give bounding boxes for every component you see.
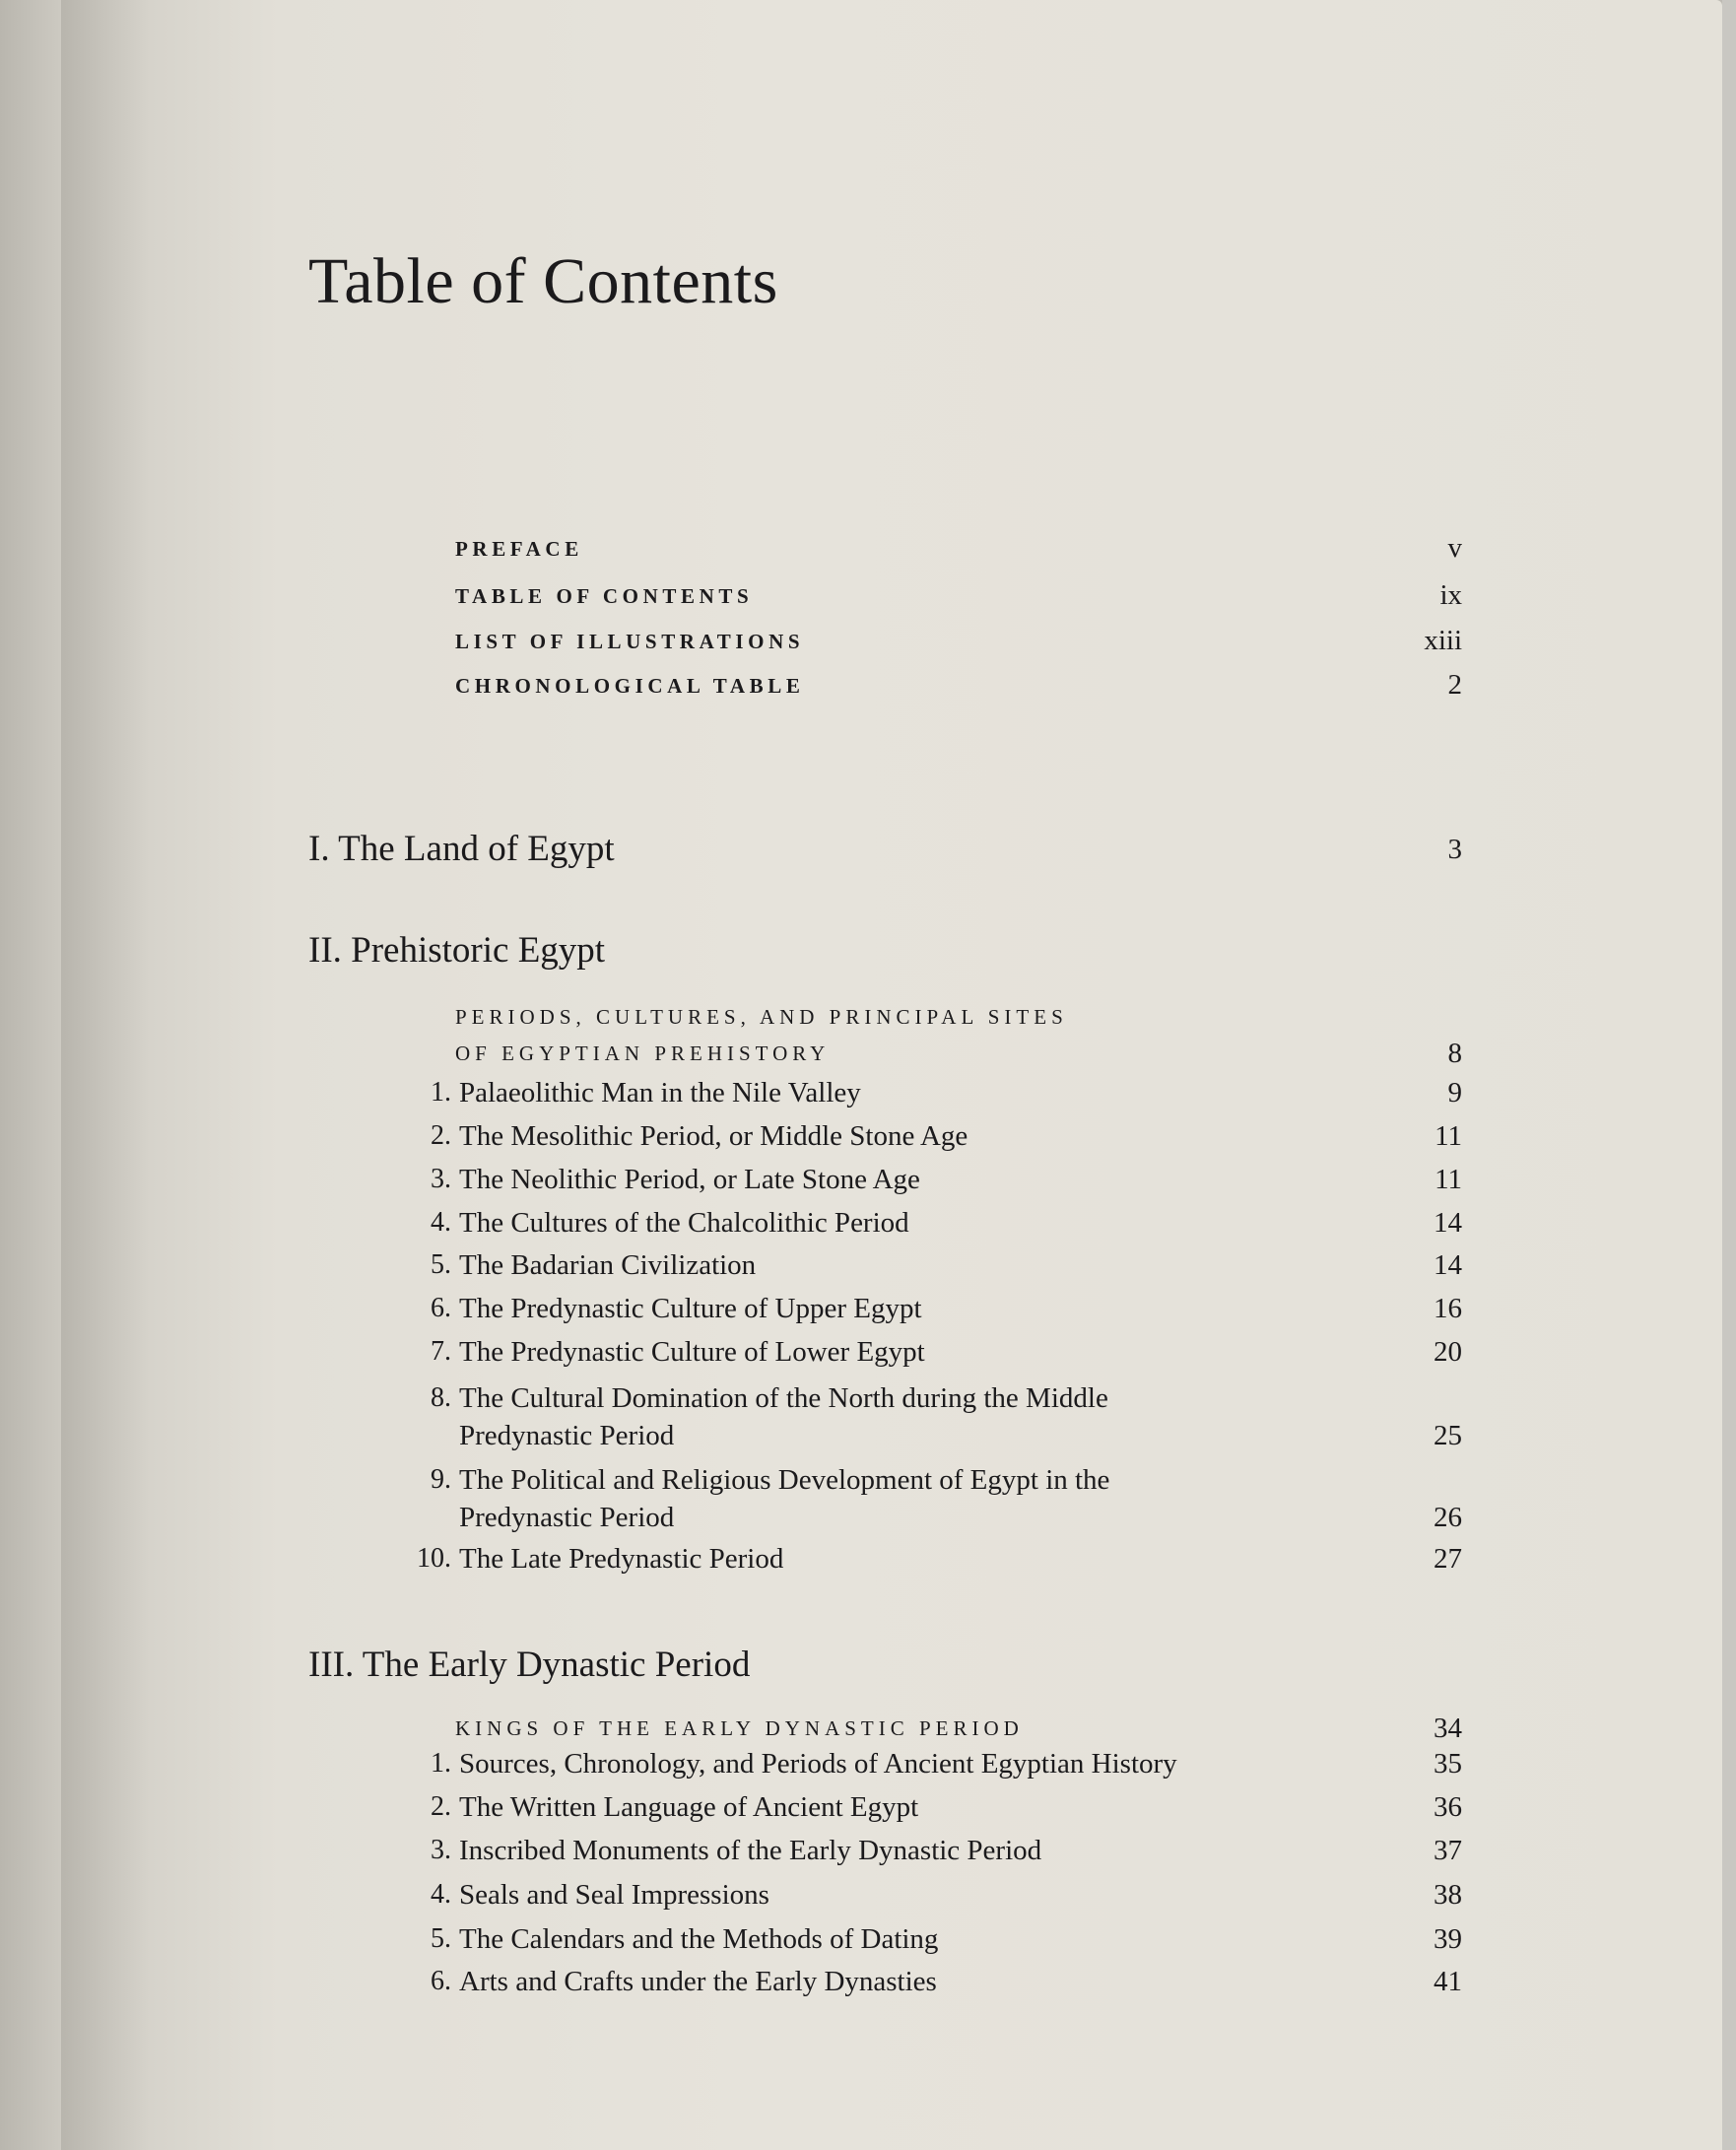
front-matter-label: LIST OF ILLUSTRATIONS: [455, 630, 805, 653]
entry-page: 16: [1434, 1293, 1462, 1324]
entry-number: 2.: [431, 1791, 451, 1822]
chapter-heading: I. The Land of Egypt: [308, 829, 615, 869]
entry-page: 41: [1434, 1966, 1462, 1997]
entry-page: 39: [1434, 1923, 1462, 1955]
entry-title: The Neolithic Period, or Late Stone Age: [459, 1164, 920, 1195]
entry-title: The Political and Religious Development of Egypt in the: [459, 1464, 1110, 1496]
entry-page: 36: [1434, 1791, 1462, 1823]
entry-page: 26: [1434, 1502, 1462, 1533]
front-matter-page: xiii: [1424, 625, 1462, 656]
entry-page: 14: [1434, 1207, 1462, 1239]
entry-page: 8: [1447, 1038, 1462, 1069]
book-page: [61, 0, 1722, 2150]
entry-number: 6.: [431, 1966, 451, 1996]
entry-number: 3.: [431, 1835, 451, 1865]
chapter-heading: III. The Early Dynastic Period: [308, 1645, 751, 1685]
entry-page: 25: [1434, 1420, 1462, 1451]
front-matter-page: ix: [1439, 579, 1462, 611]
section-label: PERIODS, CULTURES, AND PRINCIPAL SITES: [455, 1005, 1068, 1029]
entry-title: Inscribed Monuments of the Early Dynastic Period: [459, 1835, 1042, 1866]
entry-title: The Late Predynastic Period: [459, 1543, 784, 1575]
entry-number: 10.: [417, 1543, 451, 1574]
entry-number: 4.: [431, 1879, 451, 1910]
entry-title: Sources, Chronology, and Periods of Ancient Egyptian History: [459, 1748, 1177, 1780]
entry-number: 8.: [431, 1382, 451, 1413]
entry-number: 7.: [431, 1336, 451, 1367]
section-label: OF EGYPTIAN PREHISTORY: [455, 1041, 831, 1065]
entry-title: The Predynastic Culture of Upper Egypt: [459, 1293, 922, 1324]
front-matter-label: TABLE OF CONTENTS: [455, 584, 754, 608]
entry-number: 3.: [431, 1164, 451, 1194]
front-matter-label: CHRONOLOGICAL TABLE: [455, 674, 805, 698]
page-title: Table of Contents: [308, 245, 778, 317]
entry-page: 9: [1447, 1077, 1462, 1109]
entry-title: The Mesolithic Period, or Middle Stone Age: [459, 1120, 968, 1152]
background: [1722, 0, 1736, 2150]
entry-title: The Cultures of the Chalcolithic Period: [459, 1207, 909, 1239]
section-label: KINGS OF THE EARLY DYNASTIC PERIOD: [455, 1716, 1024, 1740]
entry-title: The Predynastic Culture of Lower Egypt: [459, 1336, 925, 1368]
front-matter-page: 2: [1447, 669, 1462, 701]
entry-title: Predynastic Period: [459, 1502, 675, 1533]
entry-title: Palaeolithic Man in the Nile Valley: [459, 1077, 861, 1109]
entry-page: 14: [1434, 1249, 1462, 1281]
entry-page: 35: [1434, 1748, 1462, 1780]
entry-title: The Cultural Domination of the North during the Middle: [459, 1382, 1108, 1414]
chapter-page: 3: [1447, 834, 1462, 865]
entry-title: Arts and Crafts under the Early Dynasties: [459, 1966, 937, 1997]
entry-page: 11: [1435, 1164, 1462, 1195]
entry-number: 9.: [431, 1464, 451, 1495]
entry-title: Predynastic Period: [459, 1420, 675, 1451]
entry-number: 4.: [431, 1207, 451, 1238]
entry-number: 5.: [431, 1923, 451, 1954]
entry-number: 1.: [431, 1748, 451, 1779]
entry-page: 20: [1434, 1336, 1462, 1368]
chapter-heading: II. Prehistoric Egypt: [308, 930, 606, 971]
front-matter-label: PREFACE: [455, 537, 583, 561]
entry-title: The Calendars and the Methods of Dating: [459, 1923, 939, 1955]
facing-page-edge: [0, 0, 69, 2150]
entry-number: 6.: [431, 1293, 451, 1323]
entry-page: 34: [1434, 1713, 1462, 1744]
entry-number: 2.: [431, 1120, 451, 1151]
entry-title: The Written Language of Ancient Egypt: [459, 1791, 919, 1823]
entry-page: 37: [1434, 1835, 1462, 1866]
front-matter-page: v: [1447, 532, 1462, 564]
entry-page: 11: [1435, 1120, 1462, 1152]
entry-title: The Badarian Civilization: [459, 1249, 757, 1281]
entry-number: 1.: [431, 1077, 451, 1108]
entry-page: 38: [1434, 1879, 1462, 1911]
entry-title: Seals and Seal Impressions: [459, 1879, 769, 1911]
entry-number: 5.: [431, 1249, 451, 1280]
entry-page: 27: [1434, 1543, 1462, 1575]
